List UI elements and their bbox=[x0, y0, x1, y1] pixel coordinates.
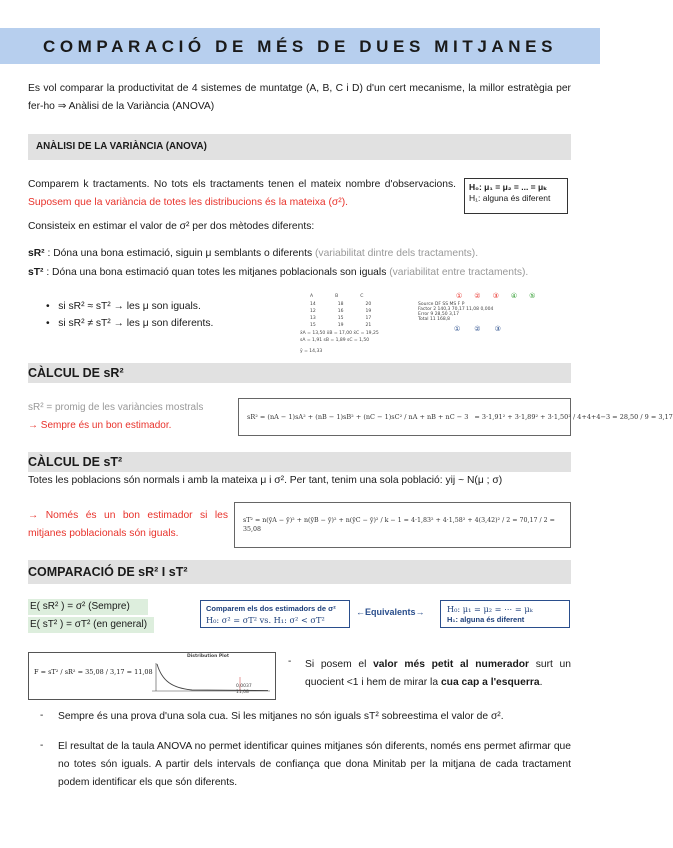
cell: 19 bbox=[337, 323, 344, 328]
mark-2: ② bbox=[474, 293, 481, 300]
mark-blue-3: ③ bbox=[494, 326, 501, 333]
minitab-output bbox=[418, 292, 548, 342]
left-tail-note-bold1: valor més petit al numerador bbox=[373, 659, 530, 670]
mark-5: ⑤ bbox=[529, 293, 536, 300]
hypothesis-box bbox=[464, 178, 568, 214]
compare-estimators-line2: H₀: σ² = σT² vs. H₁: σ² < σT² bbox=[206, 614, 325, 625]
sr-definition bbox=[28, 245, 588, 263]
anova-table-note: El resultat de la taula ANOVA no permet identificar quines mitjanes són diferents, només ens permet afirmar que no totes són iguals. A partir dels intervals de confiança que dona Minitab per la mitjana de cada tractament podem identificar els que són diferents. bbox=[58, 741, 571, 789]
cell: 15 bbox=[310, 323, 316, 328]
cell: 18 bbox=[337, 302, 344, 307]
compare-estimators-line1: Comparem els dos estimadors de σ² bbox=[206, 604, 336, 613]
anova-section-title: ANÀLISI DE LA VARIÀNCIA (ANOVA) bbox=[36, 141, 207, 152]
cell: 14 bbox=[310, 302, 316, 307]
left-tail-note-c: surt un quocient <1 i hem de mirar la bbox=[305, 659, 571, 689]
st-definition bbox=[28, 264, 588, 282]
col-a: A bbox=[310, 294, 314, 299]
data-table-header bbox=[310, 294, 400, 299]
one-tail-note: Sempre és una prova d'una sola cua. Si les mitjanes no són iguals sT² sobreestima el valor de σ². bbox=[58, 711, 504, 722]
anova-paragraph-red: Suposem que la variància de totes les distribucions és la mateixa (σ²). bbox=[28, 197, 348, 209]
calc-st-formula-box bbox=[234, 502, 571, 548]
bullet-equal: • si sR² ≈ sT² → les μ son iguals. bbox=[46, 301, 201, 312]
distribution-plot bbox=[142, 654, 274, 698]
table-footer-grand-mean: ȳ = 14,33 bbox=[300, 349, 323, 354]
compare-means-line1: H₀: μ₁ = μ₂ = ⋯ = μₖ bbox=[447, 604, 533, 614]
calc-st-title: CÀLCUL DE sT² bbox=[28, 455, 123, 469]
dash2-mark: - bbox=[40, 740, 44, 751]
bullet-different: • si sR² ≠ sT² → les μ son diferents. bbox=[46, 318, 214, 329]
minitab-line: Factor 2 140,3 70,17 11,08 0,004 bbox=[418, 307, 494, 312]
minitab-line: Error 9 28,50 3,17 bbox=[418, 312, 460, 317]
calc-st-formula: sT² = n(ȳA − ȳ)² + n(ȳB − ȳ)² + n(ȳC − ȳ)² / k − 1 = 4·1,83² + 4·1,58² + 4(3,42)² / 2 = 70,17 / 2 = 35,08 bbox=[243, 516, 555, 533]
minitab-marks-top bbox=[456, 292, 548, 300]
st-description-note: (variabilitat entre tractaments). bbox=[389, 267, 529, 278]
equivalents-label: ←Equivalents→ bbox=[356, 607, 425, 617]
expectation-st: E( sT² ) = σT² (en general) bbox=[30, 619, 148, 630]
calc-sr-formula-right: = 3·1,91² + 3·1,89² + 3·1,50² / 4+4+4−3 = 28,50 / 9 = 3,17 bbox=[474, 413, 673, 421]
left-tail-note-bold2: cua cap a l'esquerra bbox=[440, 677, 540, 689]
sr-symbol: sR² bbox=[28, 248, 45, 259]
cell: 12 bbox=[310, 309, 316, 314]
calc-sr-title: CÀLCUL DE sR² bbox=[28, 366, 124, 380]
calc-st-line: Totes les poblacions són normals i amb la mateixa μ i σ². Per tant, tenim una sola població: yij ~ N(μ ; σ) bbox=[28, 475, 503, 486]
bullet-equal-text: si sR² ≈ sT² → les μ son iguals. bbox=[58, 301, 201, 312]
calc-sr-note-grey bbox=[28, 402, 203, 413]
anova-paragraph-black: Comparem k tractaments. No tots els tractaments tenen el mateix nombre d'observacions. bbox=[28, 179, 456, 190]
sr-description-note: (variabilitat dintre dels tractaments). bbox=[315, 248, 479, 259]
data-table bbox=[300, 294, 400, 360]
left-tail-note bbox=[305, 656, 571, 692]
left-tail-note-a: Si posem el bbox=[305, 659, 367, 670]
cell: 21 bbox=[365, 323, 372, 328]
bullet-different-text: si sR² ≠ sT² → les μ son diferents. bbox=[58, 318, 214, 329]
page-title: COMPARACIÓ DE MÉS DE DUES MITJANES bbox=[42, 37, 558, 56]
f-formula: F = sT² / sR² = 35,08 / 3,17 = 11,08 bbox=[34, 668, 153, 676]
table-row bbox=[310, 316, 400, 321]
st-description: : Dóna una bona estimació quan totes les mitjanes poblacionals son iguals bbox=[46, 267, 387, 278]
compare-title: COMPARACIÓ DE sR² I sT² bbox=[28, 565, 188, 579]
minitab-marks-bottom bbox=[454, 325, 548, 333]
cell: 17 bbox=[365, 316, 372, 321]
calc-sr-formula-box bbox=[238, 398, 673, 436]
cell: 19 bbox=[365, 309, 372, 314]
table-row bbox=[310, 302, 400, 307]
minitab-line: Total 11 168,8 bbox=[418, 317, 450, 322]
compare-means-box bbox=[440, 600, 570, 628]
cell: 20 bbox=[365, 302, 372, 307]
cell: 16 bbox=[337, 309, 344, 314]
right-text-dash: - bbox=[288, 656, 292, 667]
intro-paragraph: Es vol comparar la productivitat de 4 sistemes de muntatge (A, B, C i D) d'un cert mecanisme, la millor estratègia per fer-ho ⇒ Anàlisi de la Variància (ANOVA) bbox=[28, 83, 571, 113]
table-row bbox=[310, 309, 400, 314]
anova-paragraph bbox=[28, 176, 456, 212]
table-row bbox=[310, 323, 400, 328]
calc-sr-formula-left: sR² = (nA − 1)sA² + (nB − 1)sB² + (nC − 1)sC² / nA + nB + nC − 3 bbox=[247, 413, 469, 421]
calc-sr-note-red: → Sempre és un bon estimador. bbox=[28, 420, 172, 431]
st-symbol: sT² bbox=[28, 267, 44, 278]
cell: 13 bbox=[310, 316, 316, 321]
expectation-sr: E( sR² ) = σ² (Sempre) bbox=[30, 601, 130, 612]
hypothesis-h0: H₀: μ₁ = μ₂ = ... = μₖ bbox=[469, 182, 548, 192]
sr-description: : Dóna una bona estimació, siguin μ semblants o diferents bbox=[47, 248, 313, 259]
estimate-line: Consisteix en estimar el valor de σ² per dos mètodes diferents: bbox=[28, 221, 315, 232]
calc-sr-note-grey-text: sR² = promig de les variàncies mostrals bbox=[28, 402, 204, 413]
mark-3: ③ bbox=[492, 293, 499, 300]
col-c: C bbox=[360, 294, 364, 299]
mark-blue-1: ① bbox=[454, 326, 461, 333]
distribution-axis-value: 11,08 bbox=[236, 690, 249, 695]
calc-st-note-red: → Només és un bon estimador si les mitjanes poblacionals són iguals. bbox=[28, 510, 228, 540]
dash1-mark: - bbox=[40, 710, 44, 721]
minitab-line: Source DF SS MS F P bbox=[418, 302, 465, 307]
compare-estimators-box bbox=[200, 600, 350, 628]
hypothesis-h1: H₁: alguna és diferent bbox=[469, 193, 551, 204]
col-b: B bbox=[335, 294, 339, 299]
compare-means-line2: H₁: alguna és diferent bbox=[447, 615, 525, 625]
distribution-plot-title: Distribution Plot bbox=[187, 654, 229, 659]
table-footer-sd: sA = 1,91 sB = 1,89 sC = 1,50 bbox=[300, 338, 370, 343]
distribution-curve bbox=[142, 659, 274, 695]
table-footer-means: x̄A = 13,50 x̄B = 17,00 x̄C = 19,25 bbox=[300, 331, 379, 336]
mark-1: ① bbox=[456, 293, 463, 300]
mark-blue-2: ② bbox=[474, 326, 481, 333]
left-tail-note-period: . bbox=[539, 677, 543, 689]
mark-4: ④ bbox=[510, 293, 518, 300]
distribution-p-value: 0,0037 bbox=[236, 684, 252, 689]
cell: 15 bbox=[337, 316, 344, 321]
